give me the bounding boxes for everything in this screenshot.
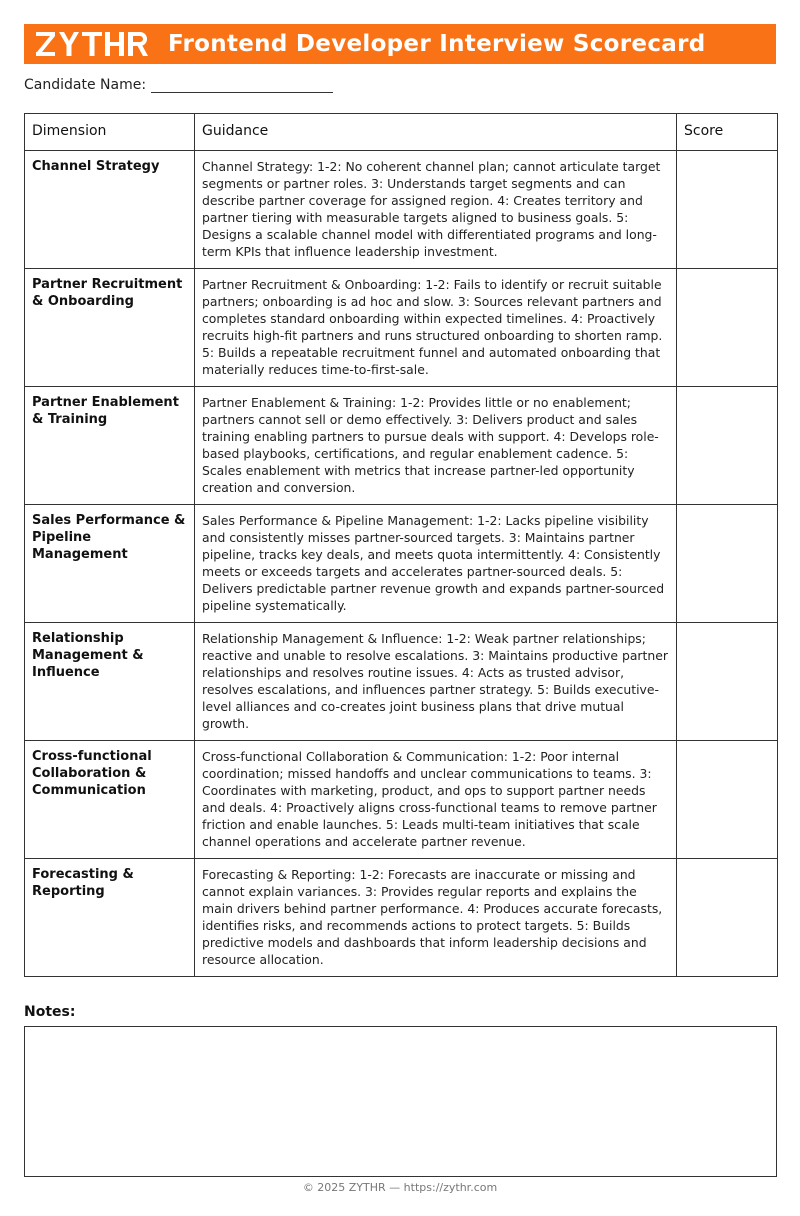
dimension-cell: Partner Enablement & Training <box>25 387 195 505</box>
notes-box[interactable] <box>24 1026 777 1177</box>
score-cell[interactable] <box>677 859 778 977</box>
guidance-cell: Partner Recruitment & Onboarding: 1-2: Fails to identify or recruit suitable partners; onboarding is ad hoc and slow. 3: Sources relevant partners and completes standard onboarding within expected timelines. 4: Proactively recruits high-fit partners and runs structured onboarding to shorten ramp. 5: Builds a repeatable recruitment funnel and automated onboarding that materially reduces time-to-first-sale. <box>195 269 677 387</box>
footer-text: © 2025 ZYTHR — https://zythr.com <box>302 1181 498 1194</box>
guidance-cell: Sales Performance & Pipeline Management: 1-2: Lacks pipeline visibility and consistently misses partner-sourced targets. 3: Maintains partner pipeline, tracks key deals, and meets quota intermittently. 4: Consistently meets or exceeds targets and accelerates partner-sourced deals. 5: Delivers predictable partner revenue growth and expands partner-sourced pipeline systematically. <box>195 505 677 623</box>
guidance-cell: Forecasting & Reporting: 1-2: Forecasts are inaccurate or missing and cannot explain variances. 3: Provides regular reports and explains the main drivers behind partner performance. 4: Produces accurate forecasts, identifies risks, and recommends actions to protect targets. 5: Builds predictive models and dashboards that inform leadership decisions and resource allocation. <box>195 859 677 977</box>
candidate-name-blank[interactable] <box>151 77 333 93</box>
table-row <box>25 859 778 977</box>
scorecard-table <box>24 113 778 977</box>
score-cell[interactable] <box>677 505 778 623</box>
dimension-cell: Cross-functional Collaboration & Communication <box>25 741 195 859</box>
guidance-cell: Cross-functional Collaboration & Communication: 1-2: Poor internal coordination; missed handoffs and unclear communications to teams. 3: Coordinates with marketing, product, and ops to support partner needs and deals. 4: Proactively aligns cross-functional teams to remove partner friction and enable launches. 5: Leads multi-team initiatives that scale channel operations and accelerate partner revenue. <box>195 741 677 859</box>
header-dimension: Dimension <box>25 114 195 151</box>
dimension-cell: Relationship Management & Influence <box>25 623 195 741</box>
header-score: Score <box>677 114 778 151</box>
table-row <box>25 151 778 269</box>
score-cell[interactable] <box>677 623 778 741</box>
header-guidance: Guidance <box>195 114 677 151</box>
dimension-cell: Channel Strategy <box>25 151 195 269</box>
score-cell[interactable] <box>677 269 778 387</box>
guidance-cell: Channel Strategy: 1-2: No coherent channel plan; cannot articulate target segments or partner roles. 3: Understands target segments and can describe partner coverage for assigned region. 4: Creates territory and partner tiering with measurable targets aligned to business goals. 5: Designs a scalable channel model with differentiated programs and long-term KPIs that influence leadership investment. <box>195 151 677 269</box>
score-cell[interactable] <box>677 387 778 505</box>
score-cell[interactable] <box>677 741 778 859</box>
table-row <box>25 505 778 623</box>
table-row <box>25 387 778 505</box>
dimension-cell: Partner Recruitment & Onboarding <box>25 269 195 387</box>
zythr-logo-icon <box>36 30 148 58</box>
page-title: Frontend Developer Interview Scorecard <box>168 31 706 57</box>
notes-label: Notes: <box>24 1004 76 1020</box>
table-row <box>25 623 778 741</box>
candidate-name-label: Candidate Name: <box>24 77 147 93</box>
score-cell[interactable] <box>677 151 778 269</box>
guidance-cell: Relationship Management & Influence: 1-2: Weak partner relationships; reactive and unable to resolve escalations. 3: Maintains productive partner relationships and resolves routine issues. 4: Acts as trusted advisor, resolves escalations, and influences partner strategy. 5: Builds executive-level alliances and co-creates joint business plans that drive mutual growth. <box>195 623 677 741</box>
dimension-cell: Forecasting & Reporting <box>25 859 195 977</box>
page-header <box>24 24 776 64</box>
candidate-name-field <box>24 77 333 93</box>
table-row <box>25 741 778 859</box>
table-row <box>25 269 778 387</box>
dimension-cell: Sales Performance & Pipeline Management <box>25 505 195 623</box>
table-header-row <box>25 114 778 151</box>
guidance-cell: Partner Enablement & Training: 1-2: Provides little or no enablement; partners cannot sell or demo effectively. 3: Delivers product and sales training enabling partners to pursue deals with support. 4: Develops role-based playbooks, certifications, and regular enablement cadence. 5: Scales enablement with metrics that increase partner-led opportunity creation and conversion. <box>195 387 677 505</box>
zythr-logo <box>36 30 148 58</box>
